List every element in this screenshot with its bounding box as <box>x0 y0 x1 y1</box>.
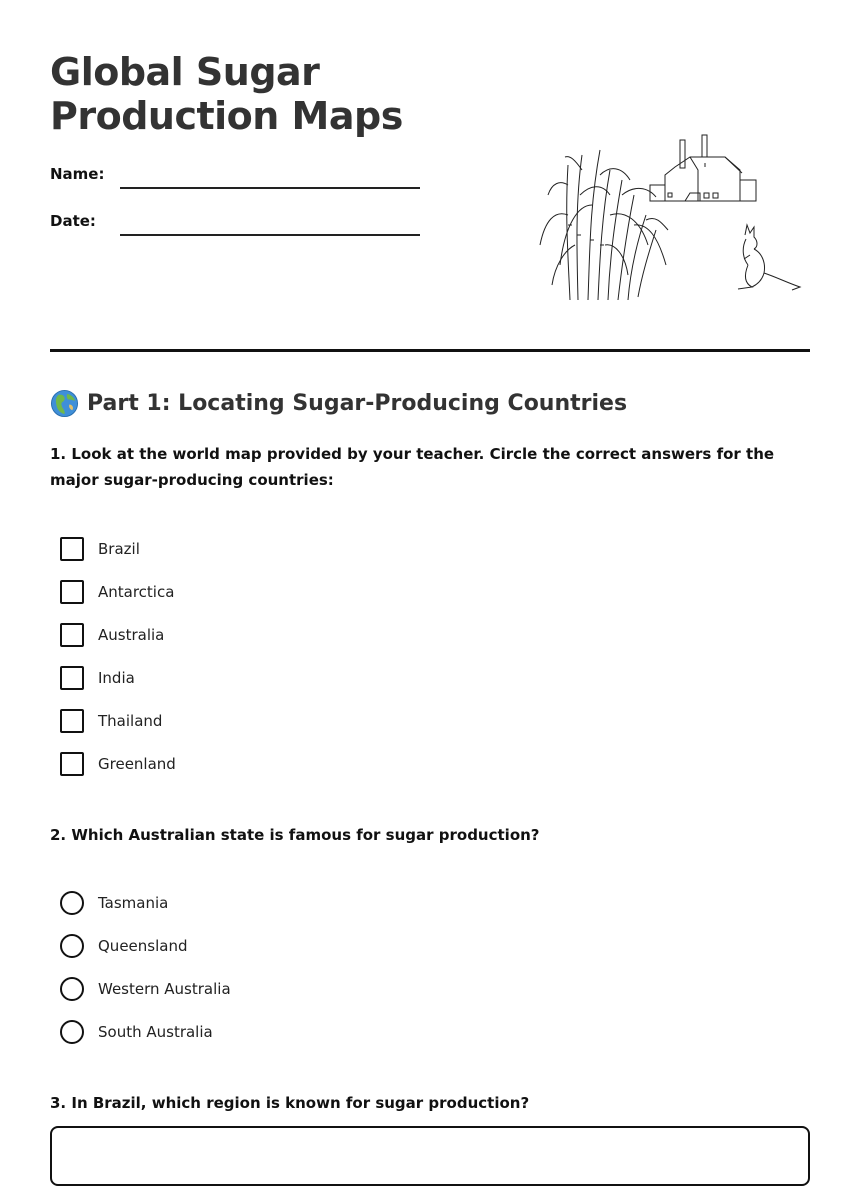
radio-button[interactable] <box>60 891 84 915</box>
option-label: Australia <box>98 626 165 644</box>
question-3: 3. In Brazil, which region is known for sugar production? <box>50 1094 530 1112</box>
checkbox[interactable] <box>60 580 84 604</box>
checkbox[interactable] <box>60 537 84 561</box>
checkbox[interactable] <box>60 623 84 647</box>
radio-button[interactable] <box>60 977 84 1001</box>
globe-icon <box>50 389 79 418</box>
q1-option-australia[interactable] <box>60 623 164 647</box>
sugar-illustration <box>530 125 810 305</box>
radio-button[interactable] <box>60 934 84 958</box>
date-field[interactable] <box>120 234 420 236</box>
sugar-mill-icon <box>650 135 756 201</box>
page-title-line-1: Global Sugar <box>50 50 320 94</box>
q2-option-tasmania[interactable] <box>60 891 168 915</box>
option-label: India <box>98 669 135 687</box>
q2-option-queensland[interactable] <box>60 934 187 958</box>
question-2: 2. Which Australian state is famous for sugar production? <box>50 826 540 844</box>
date-label: Date: <box>50 212 96 230</box>
option-label: Greenland <box>98 755 176 773</box>
name-field[interactable] <box>120 187 420 189</box>
checkbox[interactable] <box>60 709 84 733</box>
option-label: Western Australia <box>98 980 231 998</box>
q2-option-south-australia[interactable] <box>60 1020 213 1044</box>
option-label: Queensland <box>98 937 188 955</box>
q2-option-western-australia[interactable] <box>60 977 231 1001</box>
option-label: Brazil <box>98 540 140 558</box>
sugarcane-icon <box>540 150 668 300</box>
q3-answer-field[interactable] <box>50 1126 810 1186</box>
section-divider <box>50 349 810 352</box>
q1-option-india[interactable] <box>60 666 135 690</box>
option-label: Thailand <box>98 712 163 730</box>
option-label: South Australia <box>98 1023 213 1041</box>
q1-option-thailand[interactable] <box>60 709 162 733</box>
radio-button[interactable] <box>60 1020 84 1044</box>
checkbox[interactable] <box>60 666 84 690</box>
checkbox[interactable] <box>60 752 84 776</box>
page-title-line-2: Production Maps <box>50 94 403 138</box>
part1-heading <box>50 386 627 420</box>
part1-heading-text: Part 1: Locating Sugar-Producing Countries <box>87 390 628 416</box>
page-title <box>50 50 470 138</box>
q1-option-greenland[interactable] <box>60 752 176 776</box>
option-label: Antarctica <box>98 583 175 601</box>
q1-option-antarctica[interactable] <box>60 580 174 604</box>
option-label: Tasmania <box>98 894 169 912</box>
name-label: Name: <box>50 165 105 183</box>
question-1: 1. Look at the world map provided by your teacher. Circle the correct answers for the major sugar-producing countries: <box>50 445 775 489</box>
q1-option-brazil[interactable] <box>60 537 140 561</box>
kangaroo-icon <box>738 225 800 290</box>
